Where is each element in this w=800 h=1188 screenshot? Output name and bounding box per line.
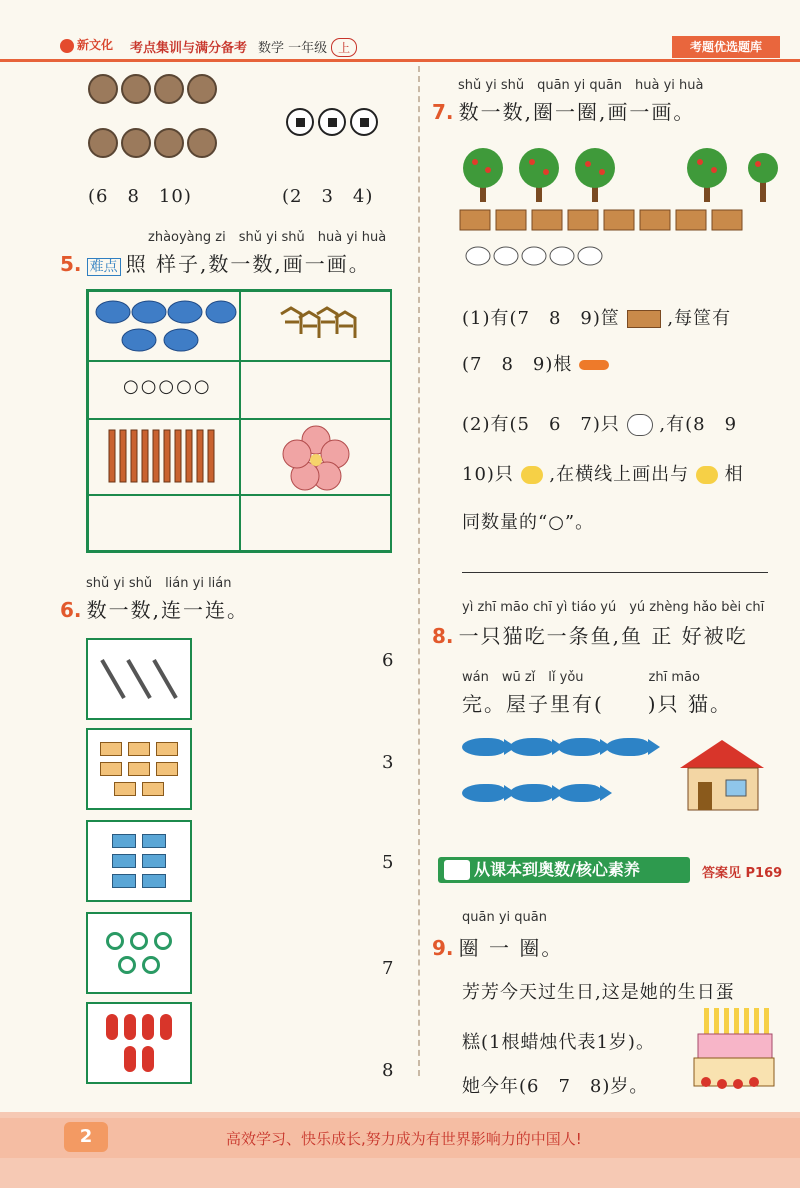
magnifier-icon: [106, 932, 124, 950]
magnifier-icon: [154, 932, 172, 950]
q8-text-2[interactable]: 完。屋子里有( )只 猫。: [462, 692, 732, 716]
basketball-row-2: [88, 128, 220, 162]
eraser-icon: [142, 874, 166, 888]
q7-line4-part-c: 相: [724, 464, 744, 485]
pepper-icon: [124, 1046, 136, 1072]
series-title: 考点集训与满分备考: [130, 41, 248, 56]
book-icon: [156, 742, 178, 756]
basketball-icon: [88, 74, 118, 104]
peppers-icon-group: [88, 1004, 190, 1082]
fish-icon: [558, 738, 602, 756]
fish-icon: [606, 738, 650, 756]
basketball-options[interactable]: (6 8 10): [88, 186, 192, 207]
grid-cell-flower: [240, 419, 392, 495]
q8-pinyin-1: yì zhī māo chī yì tiáo yú yú zhèng hǎo bèi chī: [462, 600, 765, 615]
q9-line3[interactable]: 她今年(6 7 8)岁。: [462, 1076, 649, 1097]
basketball-icon: [154, 128, 184, 158]
soccer-ball-icon: [286, 108, 314, 136]
box-peppers[interactable]: [86, 1002, 192, 1084]
q9-number: 9.: [432, 936, 454, 960]
box-books[interactable]: [86, 728, 192, 810]
q9-line1: 芳芳今天过生日,这是她的生日蛋: [462, 982, 735, 1003]
q7-line3: [462, 410, 737, 436]
basket-icon: [627, 310, 661, 328]
magnifier-icon: [130, 932, 148, 950]
fish-icon: [462, 738, 506, 756]
pepper-icon: [106, 1014, 118, 1040]
eraser-icon: [112, 834, 136, 848]
pepper-icon: [160, 1014, 172, 1040]
grid-cell-blank[interactable]: [240, 361, 392, 419]
pencils-3-icon: [88, 640, 190, 718]
eraser-icon: [112, 874, 136, 888]
book-banner-icon: [444, 860, 470, 880]
q7-line5: 同数量的“○”。: [462, 512, 595, 533]
q9-heading: [432, 932, 563, 961]
q7-line1-part-b: ,每筐有: [667, 308, 732, 329]
birthday-cake-icon: [692, 1002, 776, 1092]
match-number[interactable]: 6: [382, 650, 395, 671]
grid-cell-answer-1[interactable]: [88, 495, 240, 551]
rabbit-icon: [627, 414, 653, 436]
grid-cell-circles: [88, 361, 240, 419]
q7-pinyin: shǔ yi shǔ quān yi quān huà yi huà: [458, 78, 704, 93]
q5-heading: [60, 248, 371, 277]
q7-text: 数一数,圈一圈,画一画。: [458, 100, 696, 124]
fish-icon: [510, 784, 554, 802]
q7-line1: [462, 304, 731, 330]
book-icon: [100, 742, 122, 756]
footer-slogan: 高效学习、快乐成长,努力成为有世界影响力的中国人!: [226, 1130, 582, 1148]
q8-text-1: 一只猫吃一条鱼,鱼 正 好被吃: [458, 624, 748, 648]
carrot-icon: [579, 360, 609, 370]
q6-pinyin: shǔ yi shǔ lián yi lián: [86, 576, 232, 591]
box-magnifiers[interactable]: [86, 912, 192, 994]
magnifiers-icon-group: [88, 914, 190, 992]
house-icon: [676, 738, 768, 812]
fish-row-2: [462, 784, 606, 806]
column-divider: [418, 66, 420, 1076]
section-banner: 从课本到奥数/核心素养: [438, 857, 690, 883]
q7-line3-part-a[interactable]: (2)有(5 6 7)只: [462, 414, 620, 435]
erasers-icon-group: [88, 822, 190, 900]
q7-line4-part-a[interactable]: 10)只: [462, 464, 514, 485]
box-pencils[interactable]: [86, 638, 192, 720]
q6-number: 6.: [60, 598, 82, 622]
grid-cell-chairs: [240, 291, 392, 361]
apple-trees: [463, 148, 778, 202]
fish-row-1: [462, 738, 654, 760]
pepper-icon: [142, 1014, 154, 1040]
logo-text: 新文化: [77, 38, 114, 52]
pepper-icon: [124, 1014, 136, 1040]
book-icon: [142, 782, 164, 796]
q7-line3-part-b[interactable]: ,有(8 9: [659, 414, 738, 435]
q8-pinyin-2: wán wū zǐ lǐ yǒu zhī māo: [462, 670, 700, 685]
pepper-icon: [142, 1046, 154, 1072]
fish-icon: [510, 738, 554, 756]
q5-grid: [86, 289, 392, 553]
q7-line2-text[interactable]: (7 8 9)根: [462, 354, 573, 375]
q5-text: 照 样子,数一数,画一画。: [125, 252, 371, 276]
q8-heading: [432, 620, 748, 649]
books-icon-group: [88, 730, 190, 808]
difficulty-tag: 难点: [87, 258, 121, 276]
eraser-icon: [142, 834, 166, 848]
flower-icon: [241, 420, 391, 494]
q5-number: 5.: [60, 252, 82, 276]
subject-grade: [258, 37, 357, 57]
eraser-icon: [142, 854, 166, 868]
q6-heading: [60, 594, 249, 623]
q7-answer-line[interactable]: [462, 572, 768, 573]
fish-icon: [558, 784, 602, 802]
chick-icon: [521, 466, 543, 484]
grid-cell-elephants: [88, 291, 240, 361]
subject-grade-text: 数学 一年级: [258, 41, 328, 56]
q5-pinyin: zhàoyàng zi shǔ yi shǔ huà yi huà: [148, 230, 387, 245]
q9-text: 圈 一 圈。: [458, 936, 564, 960]
sample-circles: ○○○○○: [123, 376, 212, 397]
q7-line2: [462, 350, 609, 376]
basketball-icon: [121, 128, 151, 158]
book-icon: [128, 742, 150, 756]
q8-number: 8.: [432, 624, 454, 648]
q9-line2: 糕(1根蜡烛代表1岁)。: [462, 1032, 655, 1053]
page-header: [0, 28, 800, 62]
book-icon: [100, 762, 122, 776]
basketball-icon: [187, 74, 217, 104]
q7-line1-part-a[interactable]: (1)有(7 8 9)筐: [462, 308, 620, 329]
book-icon: [156, 762, 178, 776]
basketball-icon: [121, 74, 151, 104]
eraser-icon: [112, 854, 136, 868]
carrot-baskets: [460, 210, 742, 230]
q7-line4: [462, 460, 744, 486]
pencils-icon: [89, 420, 239, 494]
basketball-icon: [88, 128, 118, 158]
rabbits: [466, 247, 602, 265]
match-number[interactable]: 5: [382, 852, 395, 873]
grid-cell-answer-2[interactable]: [240, 495, 392, 551]
magnifier-icon: [118, 956, 136, 974]
soccer-ball-icon: [318, 108, 346, 136]
q7-illustration: [458, 148, 778, 276]
fish-icon: [462, 784, 506, 802]
soccer-ball-icon: [350, 108, 378, 136]
q7-number: 7.: [432, 100, 454, 124]
q9-pinyin: quān yi quān: [462, 910, 547, 925]
basketball-icon: [154, 74, 184, 104]
grid-cell-pencils: [88, 419, 240, 495]
logo-mark-icon: [60, 39, 74, 53]
soccer-ball-row: [286, 108, 382, 140]
publisher-logo: [60, 36, 113, 53]
q6-text: 数一数,连一连。: [86, 598, 249, 622]
match-number[interactable]: 8: [382, 1060, 395, 1081]
book-icon: [128, 762, 150, 776]
book-icon: [114, 782, 136, 796]
volume-badge: 上: [331, 38, 357, 57]
basketball-row-1: [88, 74, 220, 108]
elephant-group-icon: [89, 292, 239, 360]
chick-icon: [696, 466, 718, 484]
header-tag: 考题优选题库: [672, 36, 780, 58]
answer-reference[interactable]: 答案见 P169: [702, 866, 783, 881]
box-erasers[interactable]: [86, 820, 192, 902]
soccer-options[interactable]: (2 3 4): [282, 186, 374, 207]
page-number: 2: [64, 1122, 108, 1152]
q7-line4-part-b: ,在横线上画出与: [549, 464, 690, 485]
q7-heading: [432, 96, 695, 125]
magnifier-icon: [142, 956, 160, 974]
basketball-icon: [187, 128, 217, 158]
match-number[interactable]: 7: [382, 958, 395, 979]
chairs-icon: [241, 292, 391, 360]
match-number[interactable]: 3: [382, 752, 395, 773]
